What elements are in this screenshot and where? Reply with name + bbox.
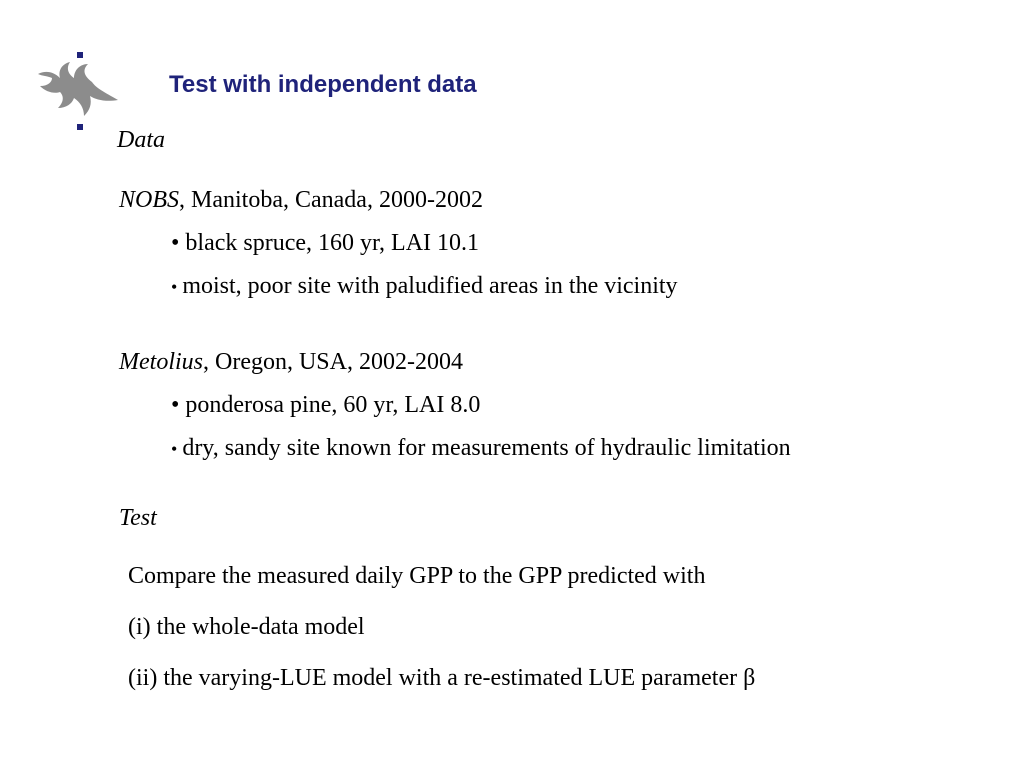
slide-title: Test with independent data	[169, 71, 477, 98]
bullet-text: moist, poor site with paludified areas in the vicinity	[182, 273, 678, 299]
logo-dot-top	[77, 52, 83, 58]
logo-dot-bottom	[77, 124, 83, 130]
logo-flame-shape	[38, 62, 118, 116]
site-metolius-name: Metolius	[119, 349, 203, 375]
site-nobs-bullet-1	[171, 229, 479, 257]
bullet-text: dry, sandy site known for measurements of hydraulic limitation	[182, 435, 791, 461]
site-nobs-line	[119, 186, 483, 214]
test-line-2: (i) the whole-data model	[128, 614, 365, 640]
test-heading: Test	[119, 505, 157, 531]
test-line-3: (ii) the varying-LUE model with a re-estimated LUE parameter β	[128, 665, 756, 691]
bullet-icon: •	[171, 277, 178, 297]
data-heading: Data	[117, 127, 165, 153]
site-metolius-line	[119, 348, 463, 376]
university-logo	[34, 48, 126, 138]
site-nobs-name: NOBS	[119, 187, 179, 213]
site-nobs-bullet-2	[171, 272, 678, 301]
bullet-text: black spruce, 160 yr, LAI 10.1	[185, 230, 480, 256]
bullet-icon: •	[171, 439, 178, 459]
site-metolius-bullet-1	[171, 391, 480, 419]
flame-logo-icon	[34, 48, 126, 138]
site-metolius-details: , Oregon, USA, 2002-2004	[203, 349, 463, 375]
bullet-icon: •	[171, 392, 180, 418]
site-metolius-bullet-2	[171, 434, 791, 463]
bullet-icon: •	[171, 230, 180, 256]
site-nobs-details: , Manitoba, Canada, 2000-2002	[179, 187, 483, 213]
test-line-1: Compare the measured daily GPP to the GPP predicted with	[128, 563, 706, 589]
bullet-text: ponderosa pine, 60 yr, LAI 8.0	[185, 392, 481, 418]
